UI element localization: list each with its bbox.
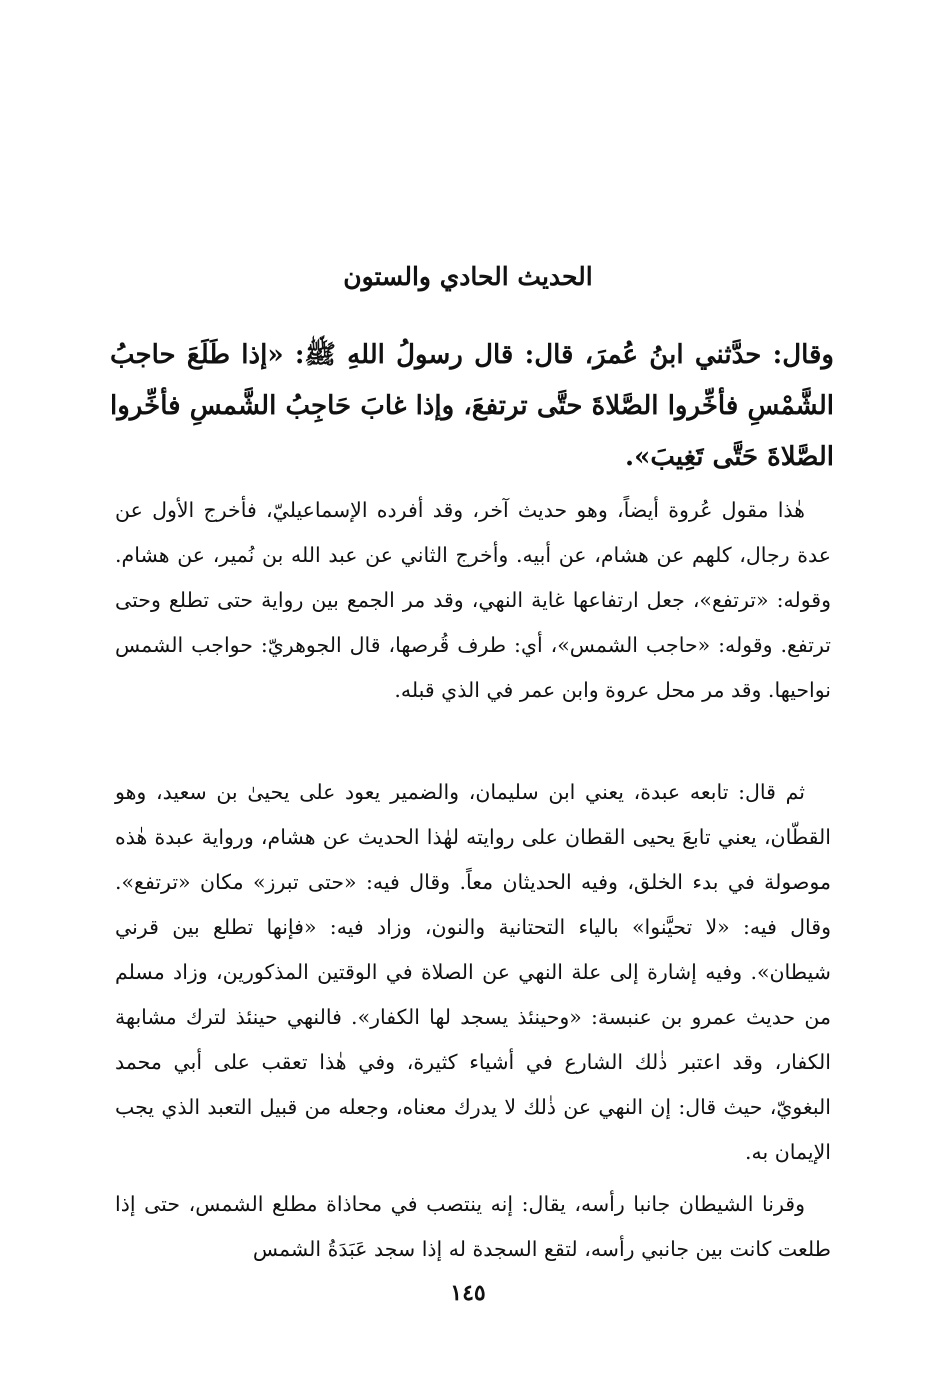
commentary-paragraph-2-text: ثم قال: تابعه عبدة، يعني ابن سليمان، والضمير يعود على يحيىٰ بن سعيد، وهو القطّان، يعني تابعَ يحيى القطان على روايته لهٰذا الحديث عن هشام، ورواية عبدة هٰذه موصولة في بدء الخلق، وفيه الحديثان معاً. وقال فيه: «حتى تبرز» مكان «ترتفع». وقال فيه: «لا تحيَّنوا» بالياء التحتانية والنون، وزاد فيه: «فإنها تطلع بين قرني شيطان». وفيه إشارة إلى علة النهي عن الصلاة في الوقتين المذكورين، وزاد مسلم من حديث عمرو بن عنبسة: «وحينئذ يسجد لها الكفار». فالنهي حينئذ لترك مشابهة الكفار، وقد اعتبر ذٰلك الشارع في أشياء كثيرة، وفي هٰذا تعقب على أبي محمد البغويّ، حيث قال: إن النهي عن ذٰلك لا يدرك معناه، وجعله من قبيل التعبد الذي يجب الإيمان به. xyxy=(115,780,831,1164)
commentary-paragraph-3-text: وقرنا الشيطان جانبا رأسه، يقال: إنه ينتصب في محاذاة مطلع الشمس، حتى إذا طلعت كانت بين جانبي رأسه، لتقع السجدة له إذا سجد عَبَدَةُ الشمس xyxy=(115,1192,831,1261)
page-number: ١٤٥ xyxy=(450,1280,486,1306)
commentary-paragraph-3 xyxy=(115,1182,831,1272)
commentary-paragraph-2 xyxy=(115,770,831,1175)
hadith-heading: الحديث الحادي والستون xyxy=(343,262,593,291)
hadith-text: وقال: حدَّثني ابنُ عُمرَ، قال: قال رسولُ اللهِ ﷺ: «إذا طَلَعَ حاجبُ الشَّمْسِ فأخِّروا الصَّلاةَ حتَّى ترتفعَ، وإذا غابَ حَاجِبُ الشَّمسِ فأخِّروا الصَّلاةَ حَتَّى تَغِيبَ». xyxy=(110,340,834,472)
commentary-paragraph-1 xyxy=(115,488,831,713)
commentary-paragraph-1-text: هٰذا مقول عُروة أيضاً، وهو حديث آخر، وقد أفرده الإسماعيليّ، فأخرج الأول عن عدة رجال، كلهم عن هشام، عن أبيه. وأخرج الثاني عن عبد الله بن نُمير، عن هشام. وقوله: «ترتفع»، جعل ارتفاعها غاية النهي، وقد مر الجمع بين رواية حتى تطلع وحتى ترتفع. وقوله: «حاجب الشمس»، أي: طرف قُرصها، قال الجوهريّ: حواجب الشمس نواحيها. وقد مر محل عروة وابن عمر في الذي قبله. xyxy=(115,498,831,702)
